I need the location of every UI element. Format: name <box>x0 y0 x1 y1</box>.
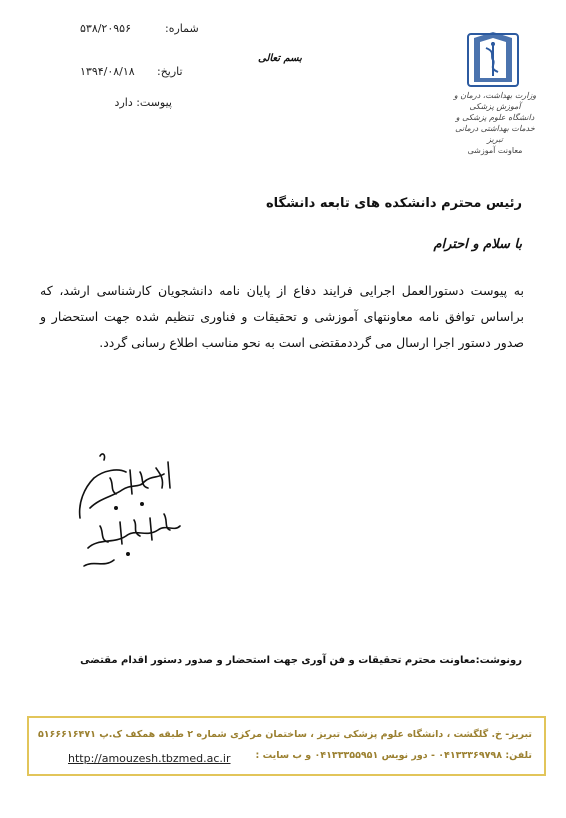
logo-emblem-icon <box>468 32 518 86</box>
footer-phones: تلفن: ۰۴۱۳۳۳۶۹۷۹۸ - دور نویس ۰۴۱۳۳۳۵۵۹۵۱ و ب سایت : <box>255 750 532 761</box>
number-label: شماره: <box>165 22 199 35</box>
logo-caption <box>450 90 540 156</box>
number-value: ۵۳۸/۲۰۹۵۶ <box>80 22 131 35</box>
website-link[interactable]: http://amouzesh.tbzmed.ac.ir <box>68 752 231 765</box>
bismillah: بسم تعالی <box>258 53 302 64</box>
cc-line: رونوشت:معاونت محترم تحقیقات و فن آوری جهت استحضار و صدور دستور اقدام مقتضی <box>80 655 522 666</box>
recipient-heading: رئیس محترم دانشکده های تابعه دانشگاه <box>265 196 522 211</box>
logo-caption-line: وزارت بهداشت، درمان و آموزش پزشکی <box>453 91 537 111</box>
logo-caption-line: معاونت آموزشی <box>467 146 523 155</box>
greeting: با سلام و احترام <box>433 237 522 252</box>
letter-body: به پیوست دستورالعمل اجرایی فرایند دفاع از پایان نامه دانشجویان کارشناسی ارشد، که براساس توافق نامه معاونتهای آموزشی و تحقیقات و فناوری تنظیم شده جهت استحضار و صدور دستور اجرا ارسال می گرددمقتضی است به نحو مناسب اطلاع رسانی گردد. <box>40 283 524 350</box>
logo-caption-line: دانشگاه علوم پزشکی و خدمات بهداشتی درمانی تبریز <box>455 113 535 144</box>
footer-address: تبریز- خ. گلگشت ، دانشگاه علوم پزشکی تبریز ، ساختمان مرکزی شماره ۲ طبقه همکف ک.پ ۵۱۶۶۶۱۶۴۷۱ <box>37 729 532 740</box>
handwritten-signature <box>70 448 185 574</box>
footer-box <box>27 716 546 776</box>
attachment-label: پیوست: دارد <box>114 96 172 109</box>
date-value: ۱۳۹۴/۰۸/۱۸ <box>80 65 135 78</box>
date-label: تاریخ: <box>157 65 183 78</box>
